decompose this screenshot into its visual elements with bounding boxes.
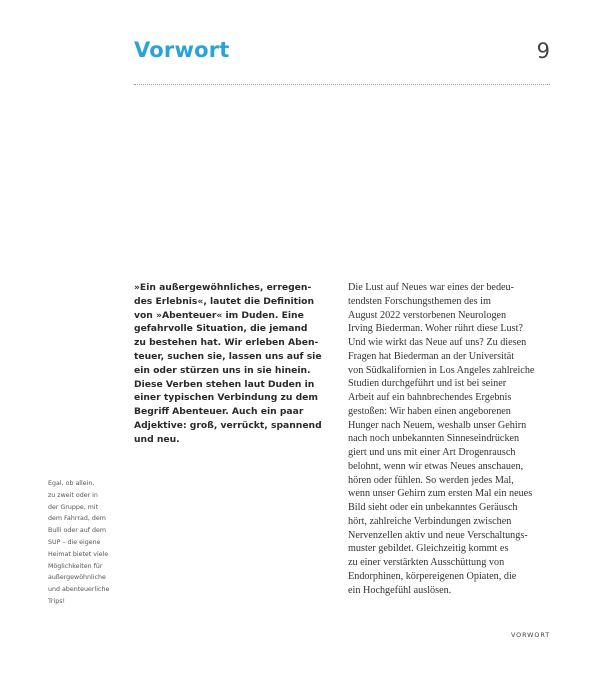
caption-line: der Gruppe, mit: [48, 503, 99, 511]
body-line: Und wie wirkt das Neue auf uns? Zu diesen: [348, 337, 527, 348]
body-line: gestoßen: Wir haben einen angeborenen: [348, 405, 511, 417]
body-line: Nervenzellen aktiv und neue Verschaltungs-: [348, 529, 528, 541]
body-line: zu einer verstärkten Ausschüttung von: [348, 557, 505, 568]
body-line: ein Hochgefühl auslösen.: [348, 584, 452, 596]
intro-line: des Erlebnis«, lautet die Definition: [134, 295, 315, 307]
body-paragraph: [348, 281, 558, 597]
intro-line: und neu.: [134, 433, 180, 445]
caption-line: und abenteuerliche: [48, 586, 110, 594]
intro-line: Begriff Abenteuer. Auch ein paar: [134, 406, 304, 418]
intro-line: zu bestehen hat. Wir erleben Aben-: [134, 337, 319, 349]
caption-line: Trips!: [48, 597, 66, 605]
body-line: giert und uns mit einer Art Drogenrausch: [348, 447, 516, 458]
intro-line: teuer, suchen sie, lassen uns auf sie: [134, 350, 322, 362]
body-line: hört, zahlreiche Verbindungen zwischen: [348, 515, 512, 527]
intro-line: von »Abenteuer« im Duden. Eine: [134, 309, 304, 321]
body-line: wenn unser Gehirn zum ersten Mal ein neues: [348, 488, 533, 500]
body-line: tendsten Forschungsthemen des im: [348, 295, 491, 307]
caption-line: außergewöhnliche: [48, 574, 106, 582]
dotted-divider: [134, 84, 550, 85]
caption-line: Heimat bietet viele: [48, 550, 109, 558]
body-line: von Südkalifornien in Los Angeles zahlreiche: [348, 364, 535, 376]
photo-caption: [48, 478, 128, 608]
body-line: Arbeit auf ein bahnbrechendes Ergebnis: [348, 392, 512, 403]
intro-line: gefahrvolle Situation, die jemand: [134, 323, 308, 335]
caption-line: dem Fahrrad, dem: [48, 515, 106, 523]
body-line: Endorphinen, körpereigenen Opiaten, die: [348, 570, 517, 582]
intro-line: Adjektive: groß, verrückt, spannend: [134, 419, 322, 431]
body-line: August 2022 verstorbenen Neurologen: [348, 309, 507, 321]
intro-line: einer typischen Verbindung zu dem: [134, 392, 318, 404]
chapter-title: Vorwort: [134, 38, 230, 62]
intro-paragraph: [134, 281, 334, 447]
body-line: Hunger nach Neuem, weshalb unser Gehirn: [348, 419, 527, 431]
caption-line: Möglichkeiten für: [48, 562, 103, 570]
intro-line: ein oder stürzen uns in sie hinein.: [134, 364, 311, 376]
intro-line: Diese Verben stehen laut Duden in: [134, 378, 315, 390]
caption-line: SUP – die eigene: [48, 538, 101, 546]
caption-line: Egal, ob allein,: [48, 480, 95, 487]
body-line: nach noch unbekannten Sinneseindrücken: [348, 433, 520, 445]
body-line: Studien durchgeführt und ist bei seiner: [348, 378, 507, 390]
body-line: Fragen hat Biederman an der Universität: [348, 350, 515, 362]
body-line: Die Lust auf Neues war eines der bedeu-: [348, 282, 515, 293]
running-footer: VORWORT: [511, 631, 550, 639]
body-line: hören oder fühlen. So werden jedes Mal,: [348, 474, 514, 486]
body-line: muster gebildet. Gleichzeitig kommt es: [348, 543, 509, 555]
page-number: 9: [536, 39, 550, 63]
intro-line: »Ein außergewöhnliches, erregen-: [134, 282, 312, 293]
caption-line: Bulli oder auf dem: [48, 527, 106, 535]
body-line: Irving Biederman. Woher rührt diese Lust?: [348, 323, 523, 335]
body-line: belohnt, wenn wir etwas Neues anschauen,: [348, 460, 524, 472]
caption-line: zu zweit oder in: [48, 491, 98, 499]
body-line: Bild sieht oder ein unbekanntes Geräusch: [348, 502, 518, 513]
